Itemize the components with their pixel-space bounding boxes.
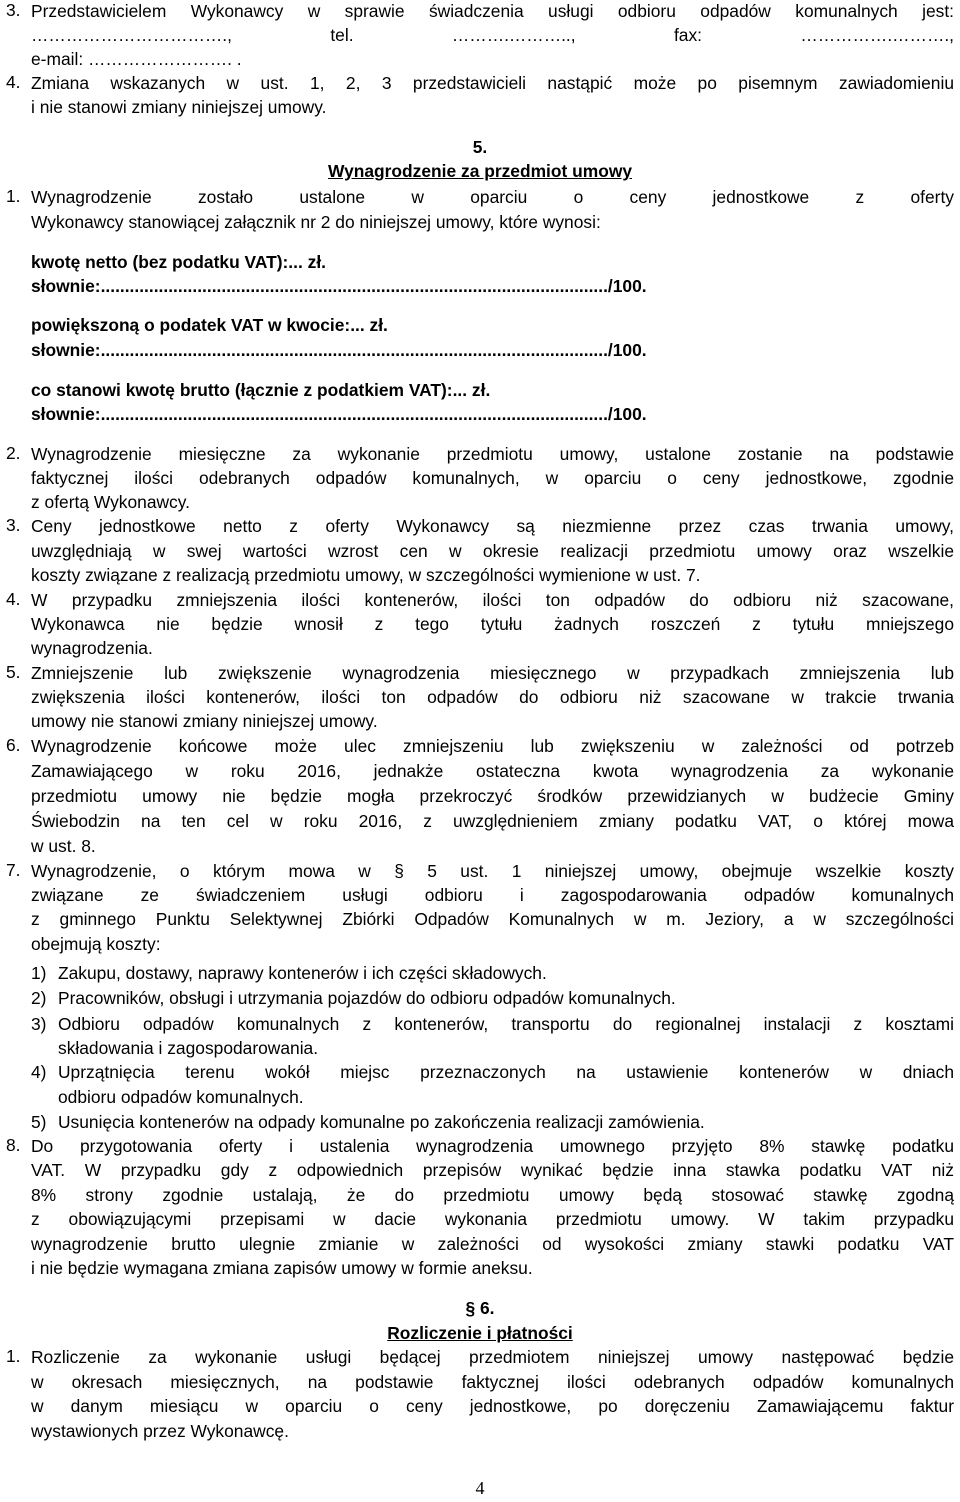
text-line: e-mail: ……………………. . (31, 49, 242, 69)
sub-item-text: Uprzątnięcia terenu wokół miejsc przeznaczonych na ustawienie kontenerów w dniach (58, 1062, 954, 1082)
text-line: Wynagrodzenie zostało ustalone w oparciu o ceny jednostkowe z oferty (31, 187, 954, 207)
text-line: 8% strony zgodnie ustalają, że do przedmiotu umowy będą stosować stawkę zgodną (31, 1185, 954, 1205)
text-line: zwiększenia ilości kontenerów, ilości ton odpadów do odbioru niż szacowane w trakcie trwania (31, 687, 954, 707)
section-title: Wynagrodzenie za przedmiot umowy (327, 161, 633, 181)
text-line: z ofertą Wykonawcy. (31, 492, 190, 512)
sub-item-number: 3) (31, 1014, 47, 1034)
amount-words-line: słownie:........................................................................................................./100. (31, 276, 647, 296)
amount-line: co stanowi kwotę brutto (łącznie z podatkiem VAT):... zł. (31, 380, 491, 400)
section-title: Rozliczenie i płatności (387, 1323, 573, 1343)
text-line: Wykonawcy stanowiącej załącznik nr 2 do niniejszej umowy, które wynosi: (31, 212, 601, 232)
text-line: i nie stanowi zmiany niniejszej umowy. (31, 97, 327, 117)
text-line: w danym miesiącu w oparciu o ceny jednostkowe, po doręczeniu Zamawiającemu faktur (31, 1396, 954, 1416)
text-line: faktycznej ilości odebranych odpadów komunalnych, w oparciu o ceny jednostkowe, zgodnie (31, 468, 954, 488)
text-line: z obowiązującymi przepisami w dacie wykonania przedmiotu umowy. W takim przypadku (31, 1209, 954, 1229)
sub-item-number: 4) (31, 1062, 47, 1082)
amount-words-line: słownie:........................................................................................................./100. (31, 404, 647, 424)
item-number: 4. (6, 589, 21, 609)
item-number: 3. (6, 0, 21, 20)
text-line: uwzględniają w swej wartości wzrost cen w okresie realizacji przedmiotu umowy oraz wszelkie (31, 541, 954, 561)
text-line: Wynagrodzenie końcowe może ulec zmniejszeniu lub zwiększeniu w zależności od potrzeb (31, 736, 954, 756)
text-line: umowy nie stanowi zmiany niniejszej umowy. (31, 711, 378, 731)
sub-item-text: Zakupu, dostawy, naprawy kontenerów i ich części składowych. (58, 963, 547, 983)
sub-item-number: 2) (31, 988, 47, 1008)
text-line: Rozliczenie za wykonanie usługi będącej przedmiotem niniejszej umowy następować będzie (31, 1347, 954, 1367)
text-line: związane ze świadczeniem usługi odbioru i zagospodarowania odpadów komunalnych (31, 885, 954, 905)
text-line: Ceny jednostkowe netto z oferty Wykonawcy są niezmienne przez czas trwania umowy, (31, 516, 954, 536)
text-line: przedmiotu umowy nie będzie mogła przekroczyć środków przewidzianych w budżecie Gminy (31, 786, 954, 806)
sub-item-text: odbioru odpadów komunalnych. (58, 1087, 304, 1107)
text-line: Świebodzin na ten cel w roku 2016, z uwzględnieniem zmiany podatku VAT, o której mowa (31, 811, 954, 831)
text-line: wystawionych przez Wykonawcę. (31, 1421, 289, 1441)
text-line: wynagrodzenie brutto ulegnie zmianie w zależności od wysokości zmiany stawki podatku VAT (31, 1234, 954, 1254)
item-number: 4. (6, 72, 21, 92)
text-line: obejmują koszty: (31, 934, 161, 954)
sub-item-text: składowania i zagospodarowania. (58, 1038, 319, 1058)
text-line: koszty związane z realizacją przedmiotu umowy, w szczególności wymienione w ust. 7. (31, 565, 701, 585)
text-line: Zmniejszenie lub zwiększenie wynagrodzenia miesięcznego w przypadkach zmniejszenia lub (31, 663, 954, 683)
text-line: Przedstawicielem Wykonawcy w sprawie świadczenia usługi odbioru odpadów komunalnych jest: (31, 1, 954, 21)
amount-words-line: słownie:........................................................................................................./100. (31, 340, 647, 360)
sub-item-text: Usunięcia kontenerów na odpady komunalne po zakończenia realizacji zamówienia. (58, 1112, 705, 1132)
sub-item-number: 1) (31, 963, 47, 983)
text-line: ……………………………., tel. ……….……….., fax: …………….………., (31, 25, 954, 45)
text-line: wynagrodzenia. (31, 638, 153, 658)
text-line: w ust. 8. (31, 836, 96, 856)
item-number: 1. (6, 186, 21, 206)
item-number: 7. (6, 860, 21, 880)
text-line: Zamawiającego w roku 2016, jednakże ostateczna kwota wynagrodzenia za wykonanie (31, 761, 954, 781)
text-line: i nie będzie wymagana zmiana zapisów umowy w formie aneksu. (31, 1258, 533, 1278)
item-number: 5. (6, 662, 21, 682)
text-line: Zmiana wskazanych w ust. 1, 2, 3 przedstawicieli nastąpić może po pisemnym zawiadomieniu (31, 73, 954, 93)
text-line: Wynagrodzenie, o którym mowa w § 5 ust. 1 niniejszej umowy, obejmuje wszelkie koszty (31, 861, 954, 881)
text-line: z gminnego Punktu Selektywnej Zbiórki Odpadów Komunalnych w m. Jeziory, a w szczególności (31, 909, 954, 929)
page-number: 4 (475, 1478, 485, 1498)
item-number: 2. (6, 443, 21, 463)
sub-item-number: 5) (31, 1112, 47, 1132)
text-line: Wykonawca nie będzie wnosił z tego tytułu żadnych roszczeń z tytułu mniejszego (31, 614, 954, 634)
text-line: w okresach miesięcznych, na podstawie faktycznej ilości odebranych odpadów komunalnych (31, 1372, 954, 1392)
text-line: Wynagrodzenie miesięczne za wykonanie przedmiotu umowy, ustalone zostanie na podstawie (31, 444, 954, 464)
amount-line: powiększoną o podatek VAT w kwocie:... zł. (31, 315, 388, 335)
text-line: W przypadku zmniejszenia ilości kontenerów, ilości ton odpadów do odbioru niż szacowane, (31, 590, 954, 610)
text-line: Do przygotowania oferty i ustalenia wynagrodzenia umownego przyjęto 8% stawkę podatku (31, 1136, 954, 1156)
item-number: 8. (6, 1135, 21, 1155)
item-number: 3. (6, 515, 21, 535)
amount-line: kwotę netto (bez podatku VAT):... zł. (31, 252, 326, 272)
sub-item-text: Odbioru odpadów komunalnych z kontenerów, transportu do regionalnej instalacji z kosztami (58, 1014, 954, 1034)
sub-item-text: Pracowników, obsługi i utrzymania pojazdów do odbioru odpadów komunalnych. (58, 988, 676, 1008)
item-number: 1. (6, 1346, 21, 1366)
item-number: 6. (6, 735, 21, 755)
text-line: VAT. W przypadku gdy z odpowiednich przepisów wynikać będzie inna stawka podatku VAT niż (31, 1160, 954, 1180)
section-number: § 6. (465, 1298, 495, 1318)
section-number: 5. (472, 137, 488, 157)
